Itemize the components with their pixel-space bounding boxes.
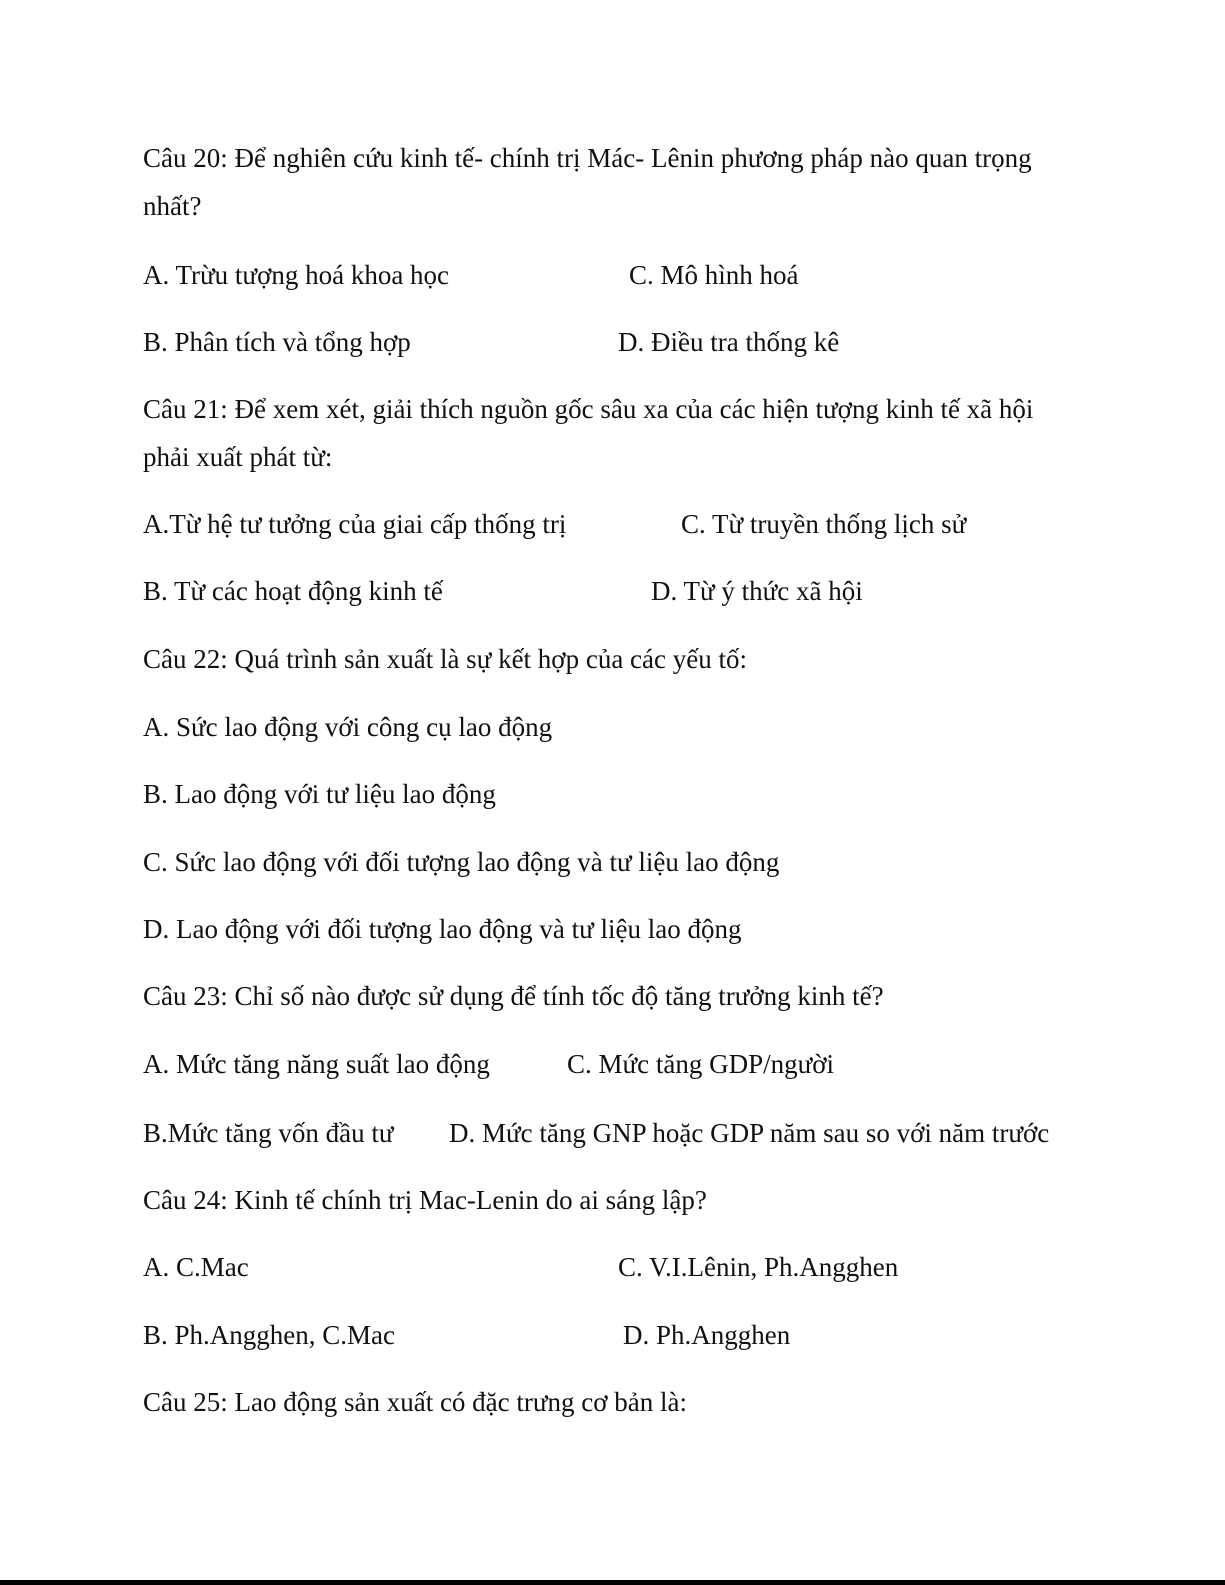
question-21-stem-continued: phải xuất phát từ: [143,442,333,472]
question-21-stem: Câu 21: Để xem xét, giải thích nguồn gốc sâu xa của các hiện tượng kinh tế xã hội [143,394,1034,424]
question-23-option-d: D. Mức tăng GNP hoặc GDP năm sau so với năm trước [449,1118,1050,1148]
question-24-stem: Câu 24: Kinh tế chính trị Mac-Lenin do ai sáng lập? [143,1185,707,1215]
question-25-stem: Câu 25: Lao động sản xuất có đặc trưng cơ bản là: [143,1387,688,1417]
question-23-option-b: B.Mức tăng vốn đầu tư [143,1118,394,1148]
question-23-option-c: C. Mức tăng GDP/người [567,1049,835,1079]
question-21-option-d: D. Từ ý thức xã hội [651,576,863,606]
question-24-option-d: D. Ph.Angghen [623,1320,791,1350]
question-20-stem-continued: nhất? [143,191,202,221]
question-22-option-a: A. Sức lao động với công cụ lao động [143,712,553,742]
question-21-option-c: C. Từ truyền thống lịch sử [681,509,967,539]
question-20-option-b: B. Phân tích và tổng hợp [143,327,411,357]
question-24-option-a: A. C.Mac [143,1252,249,1282]
question-20-option-d: D. Điều tra thống kê [618,327,840,357]
question-22-stem: Câu 22: Quá trình sản xuất là sự kết hợp của các yếu tố: [143,644,747,674]
question-22-option-c: C. Sức lao động với đối tượng lao động và tư liệu lao động [143,847,780,877]
question-20-stem: Câu 20: Để nghiên cứu kinh tế- chính trị Mác- Lênin phương pháp nào quan trọng [143,143,1032,173]
question-23-stem: Câu 23: Chỉ số nào được sử dụng để tính tốc độ tăng trưởng kinh tế? [143,981,884,1011]
question-20-option-c: C. Mô hình hoá [629,260,799,290]
question-21-option-b: B. Từ các hoạt động kinh tế [143,576,443,606]
question-24-option-b: B. Ph.Angghen, C.Mac [143,1320,395,1350]
question-21-option-a: A.Từ hệ tư tưởng của giai cấp thống trị [143,509,567,539]
question-24-option-c: C. V.I.Lênin, Ph.Angghen [618,1252,899,1282]
page-bottom-border [0,1580,1225,1585]
question-22-option-d: D. Lao động với đối tượng lao động và tư liệu lao động [143,914,742,944]
question-23-option-a: A. Mức tăng năng suất lao động [143,1049,490,1079]
question-22-option-b: B. Lao động với tư liệu lao động [143,779,496,809]
question-20-option-a: A. Trừu tượng hoá khoa học [143,260,450,290]
